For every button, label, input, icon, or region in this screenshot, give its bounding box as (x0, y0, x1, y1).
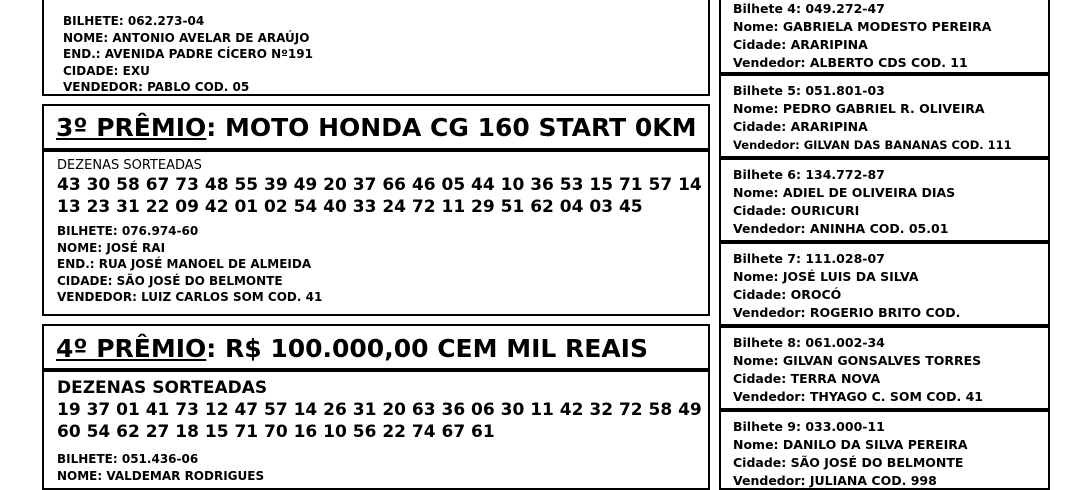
bilhete-cidade: Cidade: OURICURI (733, 203, 860, 218)
bilhete-nome: Nome: GABRIELA MODESTO PEREIRA (733, 19, 992, 34)
prize4-numbers-line1: 19 37 01 41 73 12 47 57 14 26 31 20 63 36 06 30 11 42 32 72 58 49 (57, 400, 702, 420)
prize3-details (42, 150, 710, 316)
bilhete-vendedor: Vendedor: ALBERTO CDS COD. 11 (733, 55, 968, 70)
prize3-numbers-line1: 43 30 58 67 73 48 55 39 49 20 37 66 46 05 44 10 36 53 15 71 57 14 (57, 175, 702, 195)
bilhete-cidade: Cidade: ARARIPINA (733, 37, 868, 52)
prize4-label: 4º PRÊMIO (56, 334, 207, 363)
bilhete-vendedor: Vendedor: ANINHA COD. 05.01 (733, 221, 949, 236)
prize2-winner-box (42, 0, 710, 96)
bilhete-vendedor: Vendedor: ROGERIO BRITO COD. (733, 305, 961, 320)
bilhete-number: Bilhete 9: 033.000-11 (733, 419, 885, 434)
prize4-title (42, 324, 710, 370)
prize4-bilhete: BILHETE: 051.436-06 (57, 452, 199, 466)
bilhete-card-7 (719, 242, 1050, 326)
prize3-title (42, 104, 710, 150)
bilhete-cidade: Cidade: TERRA NOVA (733, 371, 881, 386)
bilhete-nome: Nome: DANILO DA SILVA PEREIRA (733, 437, 968, 452)
prize3-endereco: END.: RUA JOSÉ MANOEL DE ALMEIDA (57, 257, 312, 271)
bilhete-nome: Nome: JOSÉ LUIS DA SILVA (733, 269, 919, 284)
prize3-numbers-line2: 13 23 31 22 09 42 01 02 54 40 33 24 72 11 29 51 62 04 03 45 (57, 197, 643, 217)
bilhete-number: Bilhete 8: 061.002-34 (733, 335, 885, 350)
prize3-dezenas-label: DEZENAS SORTEADAS (57, 158, 202, 173)
prize3-label: 3º PRÊMIO (56, 113, 207, 142)
prize3-bilhete: BILHETE: 076.974-60 (57, 224, 199, 238)
prize4-prize: : R$ 100.000,00 CEM MIL REAIS (206, 334, 648, 363)
prize4-nome: NOME: VALDEMAR RODRIGUES (57, 468, 265, 483)
bilhete-card-6 (719, 158, 1050, 242)
prize4-details (42, 370, 710, 490)
bilhete-vendedor: Vendedor: GILVAN DAS BANANAS COD. 111 (733, 138, 1012, 152)
bilhete-card-5 (719, 74, 1050, 158)
bilhete-card-9 (719, 410, 1050, 490)
prize2-bilhete: BILHETE: 062.273-04 (63, 14, 205, 28)
bilhete-vendedor: Vendedor: THYAGO C. SOM COD. 41 (733, 389, 983, 404)
bilhete-vendedor: Vendedor: JULIANA COD. 998 (733, 473, 937, 488)
bilhete-card-8 (719, 326, 1050, 410)
prize3-nome: NOME: JOSÉ RAI (57, 240, 166, 255)
bilhete-nome: Nome: PEDRO GABRIEL R. OLIVEIRA (733, 101, 985, 116)
prize4-numbers-line2: 60 54 62 27 18 15 71 70 16 10 56 22 74 67 61 (57, 422, 495, 442)
bilhete-number: Bilhete 4: 049.272-47 (733, 1, 885, 16)
bilhete-card-4 (719, 0, 1050, 74)
prize2-vendedor: VENDEDOR: PABLO COD. 05 (63, 80, 250, 94)
prize2-nome: NOME: ANTONIO AVELAR DE ARAÚJO (63, 30, 310, 45)
bilhete-cidade: Cidade: SÃO JOSÉ DO BELMONTE (733, 455, 964, 470)
prize2-cidade: CIDADE: EXU (63, 63, 150, 78)
prize2-endereco: END.: AVENIDA PADRE CÍCERO Nº191 (63, 47, 313, 61)
bilhete-number: Bilhete 7: 111.028-07 (733, 251, 885, 266)
prize3-prize: : MOTO HONDA CG 160 START 0KM (206, 113, 697, 142)
prize3-vendedor: VENDEDOR: LUIZ CARLOS SOM COD. 41 (57, 290, 323, 304)
prize4-dezenas-label: DEZENAS SORTEADAS (57, 378, 268, 398)
bilhete-cidade: Cidade: ARARIPINA (733, 119, 868, 134)
bilhete-nome: Nome: GILVAN GONSALVES TORRES (733, 353, 982, 368)
bilhete-number: Bilhete 6: 134.772-87 (733, 167, 885, 182)
bilhete-nome: Nome: ADIEL DE OLIVEIRA DIAS (733, 185, 956, 200)
prize3-cidade: CIDADE: SÃO JOSÉ DO BELMONTE (57, 273, 283, 288)
bilhete-cidade: Cidade: OROCÓ (733, 287, 842, 302)
bilhete-number: Bilhete 5: 051.801-03 (733, 83, 885, 98)
